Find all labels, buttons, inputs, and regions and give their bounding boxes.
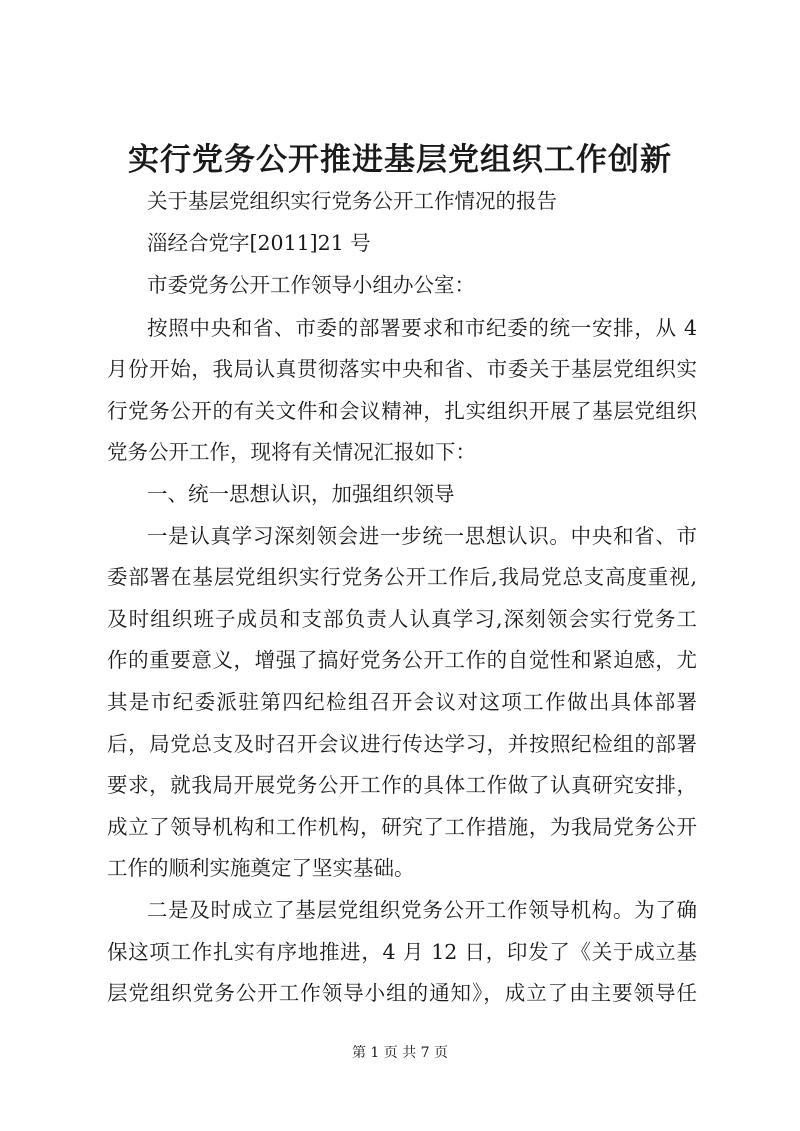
document-subtitle: 关于基层党组织实行党务公开工作情况的报告 [147,189,557,213]
para2-line-4: 作的重要意义，增强了搞好党务公开工作的自觉性和紧迫感，尤 [107,648,697,672]
para3-line-3: 层党组织党务公开工作领导小组的通知》，成立了由主要领导任 [107,981,697,1005]
para1-line-2: 月份开始，我局认真贯彻落实中央和省、市委关于基层党组织实 [107,357,697,381]
para2-line-7: 要求，就我局开展党务公开工作的具体工作做了认真研究安排， [107,773,697,797]
para2-line-2: 委部署在基层党组织实行党务公开工作后,我局党总支高度重视, [107,565,697,589]
para2-line-3: 及时组织班子成员和支部负责人认真学习,深刻领会实行党务工 [107,607,697,631]
para1-line-3: 行党务公开的有关文件和会议精神，扎实组织开展了基层党组织 [107,399,697,423]
para3-line-1: 二是及时成立了基层党组织党务公开工作领导机构。为了确 [147,898,697,922]
para2-line-5: 其是市纪委派驻第四纪检组召开会议对这项工作做出具体部署 [107,690,697,714]
document-number: 淄经合党字[2011]21 号 [147,231,371,255]
para2-line-8: 成立了领导机构和工作机构，研究了工作措施，为我局党务公开 [107,815,697,839]
para1-line-4: 党务公开工作，现将有关情况汇报如下： [107,440,476,464]
para2-line-6: 后，局党总支及时召开会议进行传达学习，并按照纪检组的部署 [107,732,697,756]
section1-heading: 一、统一思想认识，加强组织领导 [147,482,455,506]
para2-line-9: 工作的顺利实施奠定了坚实基础。 [107,856,415,880]
para2-line-1: 一是认真学习深刻领会进一步统一思想认识。中央和省、市 [147,524,697,548]
document-title: 实行党务公开推进基层党组织工作创新 [128,142,672,178]
addressee: 市委党务公开工作领导小组办公室： [147,273,475,297]
para3-line-2: 保这项工作扎实有序地推进，4 月 12 日，印发了《关于成立基 [107,940,697,964]
para1-line-1: 按照中央和省、市委的部署要求和市纪委的统一安排，从 4 [147,316,697,340]
page-footer: 第 1 页 共 7 页 [351,1045,449,1061]
